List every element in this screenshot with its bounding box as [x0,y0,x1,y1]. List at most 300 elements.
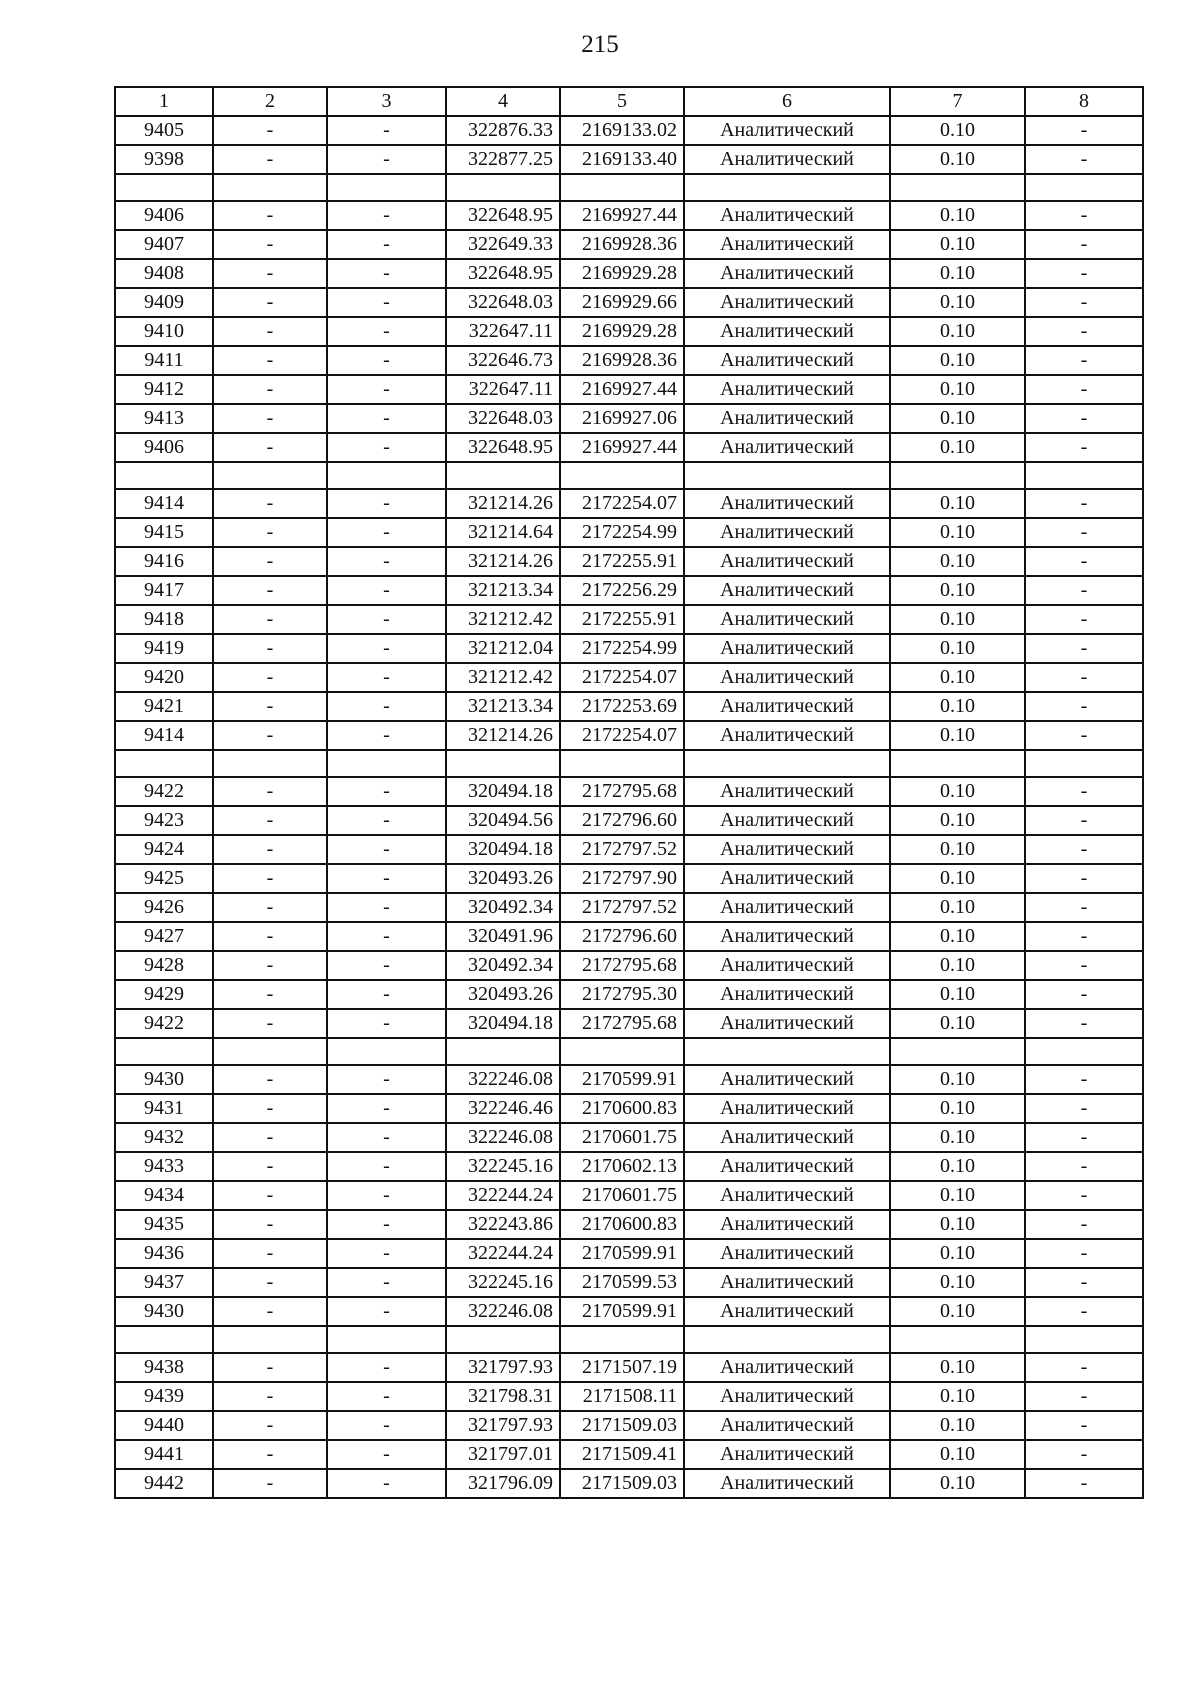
table-row [115,980,1143,1009]
col-3-value: - [327,576,446,605]
point-number: 9432 [115,1123,213,1152]
method: Аналитический [684,1210,890,1239]
x-coordinate: 321796.09 [446,1469,560,1498]
x-coordinate: 321214.64 [446,518,560,547]
point-number: 9424 [115,835,213,864]
accuracy: 0.10 [890,201,1025,230]
table-row [115,317,1143,346]
col-2-value: - [213,1210,327,1239]
col-2-value: - [213,634,327,663]
col-2-value: - [213,1181,327,1210]
point-number: 9434 [115,1181,213,1210]
accuracy: 0.10 [890,518,1025,547]
point-number: 9420 [115,663,213,692]
table-header-row [115,87,1143,116]
col-2-value: - [213,951,327,980]
x-coordinate: 321214.26 [446,721,560,750]
table-row [115,1411,1143,1440]
method: Аналитический [684,1239,890,1268]
col-8-value [1025,1326,1143,1353]
x-coordinate: 321797.01 [446,1440,560,1469]
point-number: 9435 [115,1210,213,1239]
table-row [115,721,1143,750]
point-number: 9407 [115,230,213,259]
col-2-value: - [213,1065,327,1094]
col-3-value: - [327,259,446,288]
col-2-value: - [213,835,327,864]
col-8-value [1025,750,1143,777]
col-3-value: - [327,980,446,1009]
table-row [115,864,1143,893]
method: Аналитический [684,835,890,864]
col-3-value [327,1038,446,1065]
col-2-value: - [213,1382,327,1411]
col-3-value: - [327,922,446,951]
accuracy: 0.10 [890,1469,1025,1498]
col-3-value: - [327,1123,446,1152]
table-row [115,576,1143,605]
x-coordinate: 321797.93 [446,1411,560,1440]
y-coordinate: 2169929.28 [560,259,684,288]
point-number: 9421 [115,692,213,721]
col-8-value: - [1025,1353,1143,1382]
col-8-value: - [1025,1469,1143,1498]
point-number: 9430 [115,1297,213,1326]
y-coordinate: 2172797.52 [560,893,684,922]
y-coordinate: 2171507.19 [560,1353,684,1382]
col-2-value: - [213,1440,327,1469]
method: Аналитический [684,922,890,951]
x-coordinate: 320494.18 [446,835,560,864]
col-2-value: - [213,201,327,230]
x-coordinate: 322243.86 [446,1210,560,1239]
method: Аналитический [684,576,890,605]
y-coordinate: 2170600.83 [560,1094,684,1123]
y-coordinate: 2172254.99 [560,518,684,547]
method: Аналитический [684,806,890,835]
col-8-value: - [1025,259,1143,288]
point-number: 9442 [115,1469,213,1498]
table-row [115,1440,1143,1469]
col-8-value [1025,1038,1143,1065]
method: Аналитический [684,721,890,750]
point-number: 9438 [115,1353,213,1382]
table-separator-row [115,1326,1143,1353]
point-number: 9408 [115,259,213,288]
accuracy: 0.10 [890,1009,1025,1038]
x-coordinate: 321212.04 [446,634,560,663]
accuracy: 0.10 [890,634,1025,663]
col-3-value: - [327,1411,446,1440]
y-coordinate: 2171509.41 [560,1440,684,1469]
col-2-value: - [213,547,327,576]
accuracy: 0.10 [890,1065,1025,1094]
x-coordinate: 320494.18 [446,1009,560,1038]
col-8-value: - [1025,433,1143,462]
accuracy: 0.10 [890,259,1025,288]
x-coordinate: 322648.03 [446,404,560,433]
table-row [115,1152,1143,1181]
col-8-value [1025,174,1143,201]
col-2-value: - [213,1009,327,1038]
accuracy: 0.10 [890,230,1025,259]
table-row [115,922,1143,951]
table-row [115,1181,1143,1210]
accuracy: 0.10 [890,288,1025,317]
y-coordinate [560,1038,684,1065]
col-3-value: - [327,375,446,404]
accuracy: 0.10 [890,692,1025,721]
method: Аналитический [684,663,890,692]
col-8-value [1025,462,1143,489]
x-coordinate: 322648.03 [446,288,560,317]
table-row [115,663,1143,692]
method: Аналитический [684,346,890,375]
y-coordinate: 2169929.28 [560,317,684,346]
table-row [115,1123,1143,1152]
col-2-value: - [213,777,327,806]
table-row [115,1009,1143,1038]
col-3-value: - [327,605,446,634]
x-coordinate: 322649.33 [446,230,560,259]
y-coordinate: 2171508.11 [560,1382,684,1411]
x-coordinate: 322244.24 [446,1239,560,1268]
method: Аналитический [684,1353,890,1382]
col-3-value [327,750,446,777]
method: Аналитический [684,230,890,259]
col-3-value: - [327,1065,446,1094]
x-coordinate: 320493.26 [446,864,560,893]
col-8-value: - [1025,1239,1143,1268]
method: Аналитический [684,1469,890,1498]
col-8-value: - [1025,893,1143,922]
accuracy: 0.10 [890,375,1025,404]
table-row [115,951,1143,980]
col-3-value: - [327,1094,446,1123]
y-coordinate: 2170599.91 [560,1065,684,1094]
col-2-value: - [213,692,327,721]
method: Аналитический [684,893,890,922]
y-coordinate: 2172796.60 [560,922,684,951]
col-3-value: - [327,1152,446,1181]
col-2-value: - [213,576,327,605]
column-header: 4 [446,87,560,116]
y-coordinate: 2172797.90 [560,864,684,893]
point-number: 9414 [115,721,213,750]
table-row [115,1297,1143,1326]
y-coordinate [560,174,684,201]
col-3-value: - [327,201,446,230]
x-coordinate: 320492.34 [446,951,560,980]
y-coordinate: 2172253.69 [560,692,684,721]
col-2-value: - [213,806,327,835]
y-coordinate: 2172254.07 [560,489,684,518]
point-number: 9417 [115,576,213,605]
table-separator-row [115,462,1143,489]
y-coordinate: 2172254.07 [560,721,684,750]
table-row [115,835,1143,864]
x-coordinate: 322647.11 [446,317,560,346]
method: Аналитический [684,489,890,518]
y-coordinate: 2171509.03 [560,1469,684,1498]
table-row [115,1065,1143,1094]
point-number [115,174,213,201]
col-3-value: - [327,692,446,721]
page-number: 215 [581,31,619,58]
col-8-value: - [1025,230,1143,259]
y-coordinate: 2172254.07 [560,663,684,692]
accuracy: 0.10 [890,1353,1025,1382]
col-8-value: - [1025,663,1143,692]
x-coordinate: 322647.11 [446,375,560,404]
col-8-value: - [1025,1009,1143,1038]
y-coordinate: 2172256.29 [560,576,684,605]
table-row [115,346,1143,375]
x-coordinate: 321213.34 [446,576,560,605]
method: Аналитический [684,1152,890,1181]
method: Аналитический [684,1123,890,1152]
method [684,174,890,201]
accuracy: 0.10 [890,1382,1025,1411]
col-2-value [213,750,327,777]
point-number: 9419 [115,634,213,663]
method: Аналитический [684,404,890,433]
x-coordinate: 322246.08 [446,1123,560,1152]
table-row [115,230,1143,259]
col-8-value: - [1025,1123,1143,1152]
y-coordinate [560,1326,684,1353]
col-8-value: - [1025,317,1143,346]
x-coordinate: 321212.42 [446,663,560,692]
col-8-value: - [1025,806,1143,835]
col-2-value: - [213,1123,327,1152]
method: Аналитический [684,518,890,547]
x-coordinate [446,750,560,777]
accuracy [890,1326,1025,1353]
accuracy: 0.10 [890,1210,1025,1239]
col-3-value: - [327,1382,446,1411]
point-number: 9425 [115,864,213,893]
col-8-value: - [1025,404,1143,433]
col-2-value: - [213,1469,327,1498]
method: Аналитический [684,1297,890,1326]
x-coordinate: 321798.31 [446,1382,560,1411]
method: Аналитический [684,288,890,317]
x-coordinate: 322648.95 [446,259,560,288]
col-3-value: - [327,721,446,750]
col-3-value: - [327,145,446,174]
col-8-value: - [1025,518,1143,547]
x-coordinate: 322245.16 [446,1268,560,1297]
col-3-value: - [327,1469,446,1498]
method [684,1038,890,1065]
table-row [115,1469,1143,1498]
col-3-value: - [327,116,446,145]
col-3-value: - [327,1440,446,1469]
x-coordinate [446,1326,560,1353]
table-row [115,375,1143,404]
col-3-value: - [327,433,446,462]
col-2-value: - [213,1268,327,1297]
col-3-value: - [327,518,446,547]
col-8-value: - [1025,922,1143,951]
accuracy: 0.10 [890,145,1025,174]
method: Аналитический [684,1440,890,1469]
point-number: 9405 [115,116,213,145]
col-8-value: - [1025,692,1143,721]
col-2-value: - [213,116,327,145]
accuracy: 0.10 [890,1152,1025,1181]
point-number: 9429 [115,980,213,1009]
col-2-value: - [213,922,327,951]
y-coordinate: 2170602.13 [560,1152,684,1181]
y-coordinate: 2170600.83 [560,1210,684,1239]
x-coordinate: 322648.95 [446,201,560,230]
x-coordinate [446,1038,560,1065]
accuracy: 0.10 [890,1411,1025,1440]
col-8-value: - [1025,375,1143,404]
table-row [115,1210,1143,1239]
col-3-value: - [327,288,446,317]
point-number: 9412 [115,375,213,404]
method: Аналитический [684,864,890,893]
col-3-value: - [327,1009,446,1038]
x-coordinate: 321212.42 [446,605,560,634]
col-3-value: - [327,1181,446,1210]
x-coordinate: 320494.18 [446,777,560,806]
method: Аналитический [684,201,890,230]
point-number: 9430 [115,1065,213,1094]
col-8-value: - [1025,201,1143,230]
accuracy [890,1038,1025,1065]
col-2-value [213,462,327,489]
table-row [115,288,1143,317]
x-coordinate: 322646.73 [446,346,560,375]
y-coordinate: 2170601.75 [560,1181,684,1210]
point-number [115,750,213,777]
point-number: 9409 [115,288,213,317]
table-row [115,259,1143,288]
accuracy: 0.10 [890,489,1025,518]
accuracy: 0.10 [890,1094,1025,1123]
method: Аналитический [684,1065,890,1094]
accuracy: 0.10 [890,777,1025,806]
x-coordinate: 322876.33 [446,116,560,145]
col-2-value: - [213,721,327,750]
y-coordinate: 2172254.99 [560,634,684,663]
col-3-value: - [327,893,446,922]
col-8-value: - [1025,1440,1143,1469]
x-coordinate: 322648.95 [446,433,560,462]
col-3-value: - [327,346,446,375]
y-coordinate: 2169928.36 [560,230,684,259]
col-8-value: - [1025,346,1143,375]
method [684,462,890,489]
method [684,750,890,777]
y-coordinate: 2169927.44 [560,201,684,230]
col-8-value: - [1025,864,1143,893]
col-2-value: - [213,230,327,259]
col-8-value: - [1025,1268,1143,1297]
col-2-value: - [213,864,327,893]
col-3-value: - [327,951,446,980]
table-row [115,777,1143,806]
point-number: 9441 [115,1440,213,1469]
point-number: 9406 [115,433,213,462]
y-coordinate: 2172797.52 [560,835,684,864]
accuracy: 0.10 [890,922,1025,951]
col-3-value: - [327,1353,446,1382]
point-number: 9398 [115,145,213,174]
col-3-value [327,462,446,489]
col-8-value: - [1025,1094,1143,1123]
method: Аналитический [684,433,890,462]
method: Аналитический [684,547,890,576]
col-8-value: - [1025,1152,1143,1181]
col-3-value [327,174,446,201]
col-3-value: - [327,806,446,835]
table-row [115,201,1143,230]
x-coordinate: 320494.56 [446,806,560,835]
col-8-value: - [1025,116,1143,145]
col-8-value: - [1025,634,1143,663]
point-number: 9423 [115,806,213,835]
x-coordinate: 322246.08 [446,1065,560,1094]
col-2-value [213,1326,327,1353]
col-8-value: - [1025,980,1143,1009]
method: Аналитический [684,1094,890,1123]
table-row [115,1353,1143,1382]
col-2-value: - [213,288,327,317]
y-coordinate: 2170599.53 [560,1268,684,1297]
col-3-value: - [327,777,446,806]
x-coordinate [446,174,560,201]
table-separator-row [115,1038,1143,1065]
accuracy: 0.10 [890,433,1025,462]
col-3-value: - [327,1239,446,1268]
accuracy: 0.10 [890,721,1025,750]
point-number: 9427 [115,922,213,951]
col-3-value: - [327,230,446,259]
point-number: 9410 [115,317,213,346]
col-8-value: - [1025,489,1143,518]
method: Аналитический [684,259,890,288]
accuracy: 0.10 [890,980,1025,1009]
table-row [115,1094,1143,1123]
table-row [115,145,1143,174]
col-2-value: - [213,518,327,547]
accuracy: 0.10 [890,1268,1025,1297]
accuracy [890,462,1025,489]
column-header: 3 [327,87,446,116]
accuracy: 0.10 [890,605,1025,634]
col-2-value: - [213,433,327,462]
x-coordinate: 322877.25 [446,145,560,174]
point-number: 9415 [115,518,213,547]
method: Аналитический [684,1009,890,1038]
accuracy: 0.10 [890,547,1025,576]
point-number: 9426 [115,893,213,922]
col-3-value: - [327,404,446,433]
y-coordinate: 2169927.06 [560,404,684,433]
col-8-value: - [1025,547,1143,576]
point-number: 9431 [115,1094,213,1123]
column-header: 7 [890,87,1025,116]
col-2-value: - [213,980,327,1009]
col-8-value: - [1025,721,1143,750]
y-coordinate: 2172795.68 [560,777,684,806]
accuracy: 0.10 [890,1297,1025,1326]
